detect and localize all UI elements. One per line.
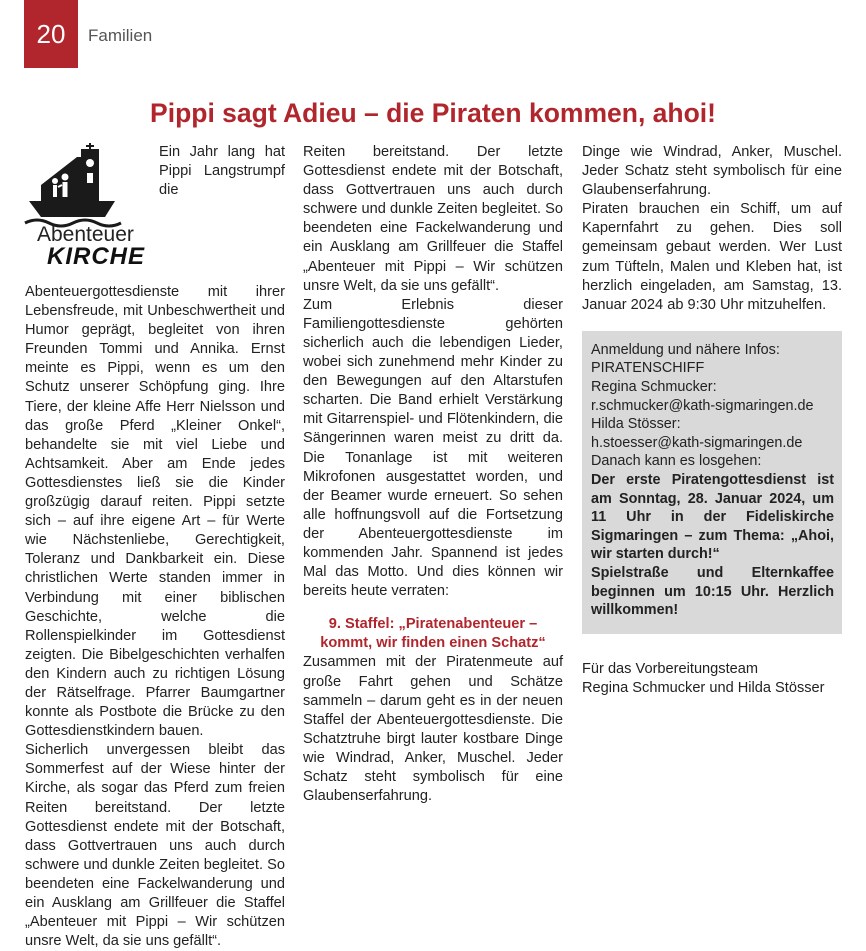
info-heading: Anmeldung und nähere Infos:: [591, 341, 780, 358]
contact-1-name: Regina Schmucker:: [591, 379, 717, 396]
article-paragraph-2: Sicherlich unvergessen bleibt das Sommerfest auf der Wiese hinter der Kirche, als sogar das Pferd zum freien Reiten bereitstand. Der letzte Gottesdienst endete mit der Botschaft, dass Gottvertrauen uns auch durch schwere und dunkle Zeiten begleitet. So beendeten eine Fackelwanderung und ein Ausklang am Grillfeuer die Staffel „Abenteuer mit Pippi – Wir schützen unsre Welt, da sie uns gefällt“.: [25, 742, 285, 950]
logo-word-kirche: KIRCHE: [47, 243, 146, 270]
page-number: 20: [24, 0, 78, 68]
signoff-names: Regina Schmucker und Hilda Stösser: [582, 679, 825, 696]
article-headline: Pippi sagt Adieu – die Piraten kommen, ahoi!: [150, 98, 716, 128]
article-paragraph-5: Piraten brauchen ein Schiff, um auf Kapernfahrt zu gehen. Dies soll gemeinsam gebaut werden. Wer Lust zum Tüfteln, Malen und Kleben hat, ist herzlich eingeladen, am Samstag, 13. Januar 2024 ab 9:30 Uhr mitzuhelfen.: [582, 201, 842, 313]
info-welcome: Spielstraße und Elternkaffee beginnen um 10:15 Uhr. Herzlich willkommen!: [591, 564, 834, 619]
contact-1-email[interactable]: r.schmucker@kath-sigmaringen.de: [591, 397, 814, 414]
article-paragraph-3: Zum Erlebnis dieser Familiengottesdienste gehörten sicherlich auch die lebendigen Lieder, wobei sich zunehmend mehr Kinder zu den Bewegungen auf den Altarstufen scharten. Die Band erhielt Verstärkung mit Gitarrenspiel- und Flötenkindern, die Sängerinnen waren meist zu dritt da. Die Tonanlage ist mit weiteren Mikrofonen ausgestattet worden, und der Beamer wurde erneuert. So sehen alle hoffnungsvoll auf die Fortsetzung der Abenteuergottesdienste im kommenden Jahr. Spannend ist jedes Mal das Motto. Und dies können wir bereits heute verraten:: [303, 296, 563, 600]
info-first-service: Der erste Piratengottesdienst ist am Sonntag, 28. Januar 2024, um 11 Uhr in der Fideliskirche Sigmaringen – zum Thema: „Ahoi, wir starten durch!“: [591, 472, 834, 563]
article-paragraph-2-continued: Reiten bereitstand. Der letzte Gottesdienst endete mit der Botschaft, dass Gottvertrauen uns auch durch schwere und dunkle Zeiten begleitet. So beendeten eine Fackelwanderung und ein Ausklang am Grillfeuer die Staffel „Abenteuer mit Pippi – Wir schützen unsre Welt, da sie uns gefällt“.: [303, 144, 563, 294]
abenteuer-kirche-logo: [25, 143, 153, 281]
article-paragraph-4-continued: Dinge wie Windrad, Anker, Muschel. Jeder Schatz steht symbolisch für eine Glaubenserfahrung.: [582, 144, 842, 199]
church-boat-icon: [25, 143, 153, 227]
column-2: [303, 143, 563, 805]
section-title: Familien: [88, 26, 153, 45]
info-transition: Danach kann es losgehen:: [591, 453, 762, 470]
column-3: [582, 143, 842, 698]
info-box: [582, 331, 842, 634]
signoff-team: Für das Vorbereitungsteam: [582, 660, 759, 677]
contact-2-name: Hilda Stösser:: [591, 416, 681, 433]
info-project-name: PIRATENSCHIFF: [591, 360, 705, 377]
article-subhead: 9. Staffel: „Piratenabenteuer – kommt, wir finden einen Schatz“: [320, 616, 546, 652]
contact-2-email[interactable]: h.stoesser@kath-sigmaringen.de: [591, 434, 803, 451]
article-paragraph-4: Zusammen mit der Piratenmeute auf große Fahrt gehen und Schätze sammeln – darum geht es in der neuen Staffel der Abenteuergottesdienste. Die Schatztruhe birgt lauter kostbare Dinge wie Windrad, Anker, Muschel. Jeder Schatz steht symbolisch für eine Glaubenserfahrung.: [303, 654, 563, 805]
article-paragraph-1: Ein Jahr lang hat Pippi Langstrumpf die Abenteuergottesdienste mit ihrer Lebensfreude, mit Unbeschwertheit und Humor geprägt, begleitet von ihren Freunden Tommi und Annika. Ernst meinte es Pippi, wenn es um den Schutz unserer Schöpfung ging. Ihre Tiere, der kleine Affe Herr Nielsson und das große Pferd „Kleiner Onkel“, behandelte sie mit viel Liebe und Achtsamkeit. Aber am Ende jedes Gottesdienstes ließ sie die Kinder großzügig darauf reiten. Pippi setzte sich – auf ihre eigene Art – für Werte wie Nächstenliebe, Gerechtigkeit, Toleranz und Dankbarkeit ein. Diese christlichen Werte standen immer in Verbindung mit einer biblischen Geschichte, welche die Rollenspielkinder im Gottesdienst zeigten. Die Bibelgeschichten verhalfen den Kindern auch zu richtigen Lösung der Rätselfrage. Pfarrer Baumgartner konnte als Postbote die Brücke zu den Gottesdienstkindern bauen.: [25, 144, 285, 740]
logo-word-abenteuer: Abenteuer: [37, 223, 134, 246]
column-1: [25, 143, 285, 950]
